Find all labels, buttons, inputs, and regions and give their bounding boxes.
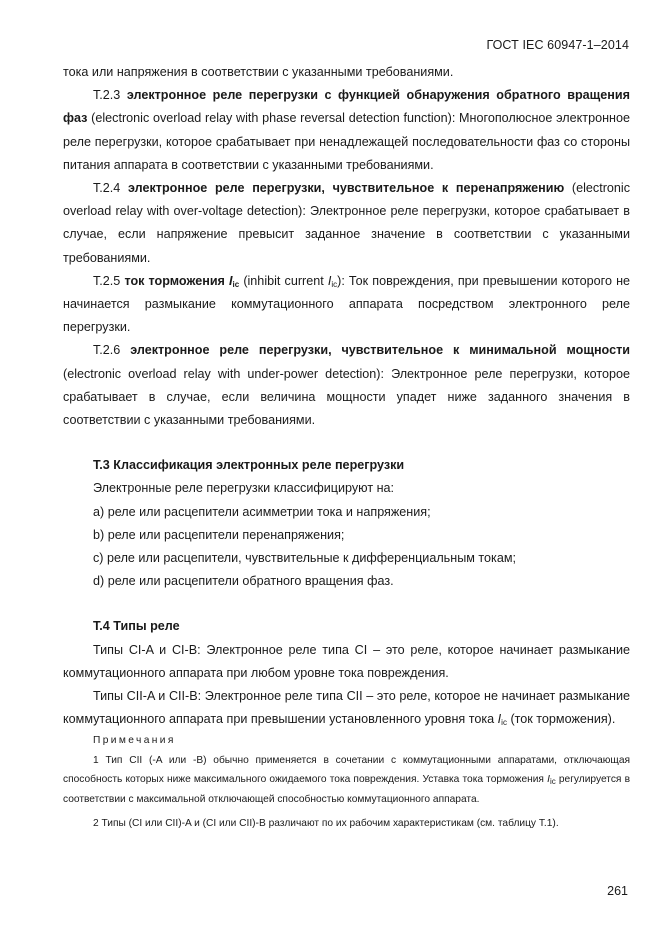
term-definition-a: (inhibit current [239, 273, 328, 288]
term-name [124, 274, 239, 288]
notes-block [63, 731, 630, 834]
list-item: d) реле или расцепители обратного вращения фаз. [93, 574, 394, 589]
symbol: I [547, 774, 550, 786]
paragraph-type-ci: Типы CI-A и CI-B: Электронное реле типа CI – это реле, которое начинает размыкание коммутационного аппарата при любом уровне тока повреждения. [63, 642, 630, 680]
section-lead: Электронные реле перегрузки классифицируют на: [93, 481, 395, 496]
term-definition-b: ): Ток повреждения, при превышении которого не начинается размыкание коммутационного аппарата посредством электронного реле перегрузки. [63, 273, 631, 335]
term-number: Т.2.6 [93, 343, 121, 358]
symbol-subscript: ic [232, 279, 240, 289]
symbol-subscript: ic [331, 279, 338, 289]
paragraph-text: (ток торможения). [506, 712, 616, 727]
paragraph-text: Типы CII-A и CII-B: Электронное реле типа CII – это реле, которое не начинает размыкание коммутационного аппарата при превышении установленного уровня тока [63, 689, 630, 727]
term-t26 [63, 339, 630, 432]
term-definition: (electronic overload relay with under-power detection): Электронное реле перегрузки, которое срабатывает в случае, если величина мощности упадет ниже заданного значения в соответствии с указанными требованиями. [63, 366, 630, 428]
term-definition: (electronic overload relay with phase reversal detection function): Многополюсное электронное реле перегрузки, которое срабатывает при ненадлежащей последовательности фаз со стороны питания аппарата в соответствии с указанными требованиями. [63, 111, 630, 172]
list-item: c) реле или расцепители, чувствительные к дифференциальным токам; [93, 551, 516, 566]
symbol-subscript: ic [549, 777, 556, 787]
notes-title: Примечания [93, 735, 176, 747]
symbol: I [497, 712, 502, 727]
term-t24 [63, 177, 630, 270]
list-item: a) реле или расцепители асимметрии тока и напряжения; [93, 504, 431, 519]
spacer [63, 593, 630, 615]
section-heading-t4: Т.4 Типы реле [93, 619, 180, 634]
note-1 [63, 751, 630, 810]
spacer [63, 432, 630, 454]
paragraph-type-cii [63, 685, 630, 731]
continuation-line: тока или напряжения в соответствии с указанными требованиями. [63, 65, 454, 79]
term-number: Т.2.3 [93, 88, 121, 103]
note-text: 1 Тип CII (-A или -B) обычно применяется в сочетании с коммутационными аппаратами, отключающая способность которых ниже максимального ожидаемого тока повреждения. Уставка тока торможения [63, 754, 630, 786]
term-number: Т.2.4 [93, 181, 121, 196]
note-text: регулируется в соответствии с максимальной отключающей способностью коммутационного аппарата. [63, 774, 630, 805]
symbol: I [327, 273, 332, 288]
note-2: 2 Типы (CI или CII)-A и (CI или CII)-B различают по их рабочим характеристикам (см. таблицу Т.1). [93, 818, 559, 830]
term-t25 [63, 270, 630, 340]
symbol: I [229, 273, 233, 288]
term-t23 [63, 84, 630, 177]
term-name: электронное реле перегрузки, чувствительное к минимальной мощности [130, 343, 631, 358]
section-heading-t3: Т.3 Классификация электронных реле перегрузки [93, 458, 405, 473]
term-name: электронное реле перегрузки, чувствительное к перенапряжению [128, 181, 565, 196]
document-body [63, 61, 630, 834]
term-number: Т.2.5 [93, 273, 121, 288]
list-item: b) реле или расцепители перенапряжения; [93, 527, 345, 542]
page-number: 261 [607, 884, 628, 898]
classification-list [63, 501, 630, 594]
term-definition: (electronic overload relay with over-voltage detection): Электронное реле перегрузки, которое срабатывает в случае, если напряжение превысит заданное значение в соответствии с указанными требованиями. [63, 181, 631, 265]
term-name: электронное реле перегрузки с функцией обнаружения обратного вращения фаз [63, 88, 631, 126]
term-name-text: ток торможения [124, 273, 230, 288]
symbol-subscript: ic [501, 718, 507, 728]
document-header: ГОСТ IEC 60947-1–2014 [486, 38, 629, 52]
